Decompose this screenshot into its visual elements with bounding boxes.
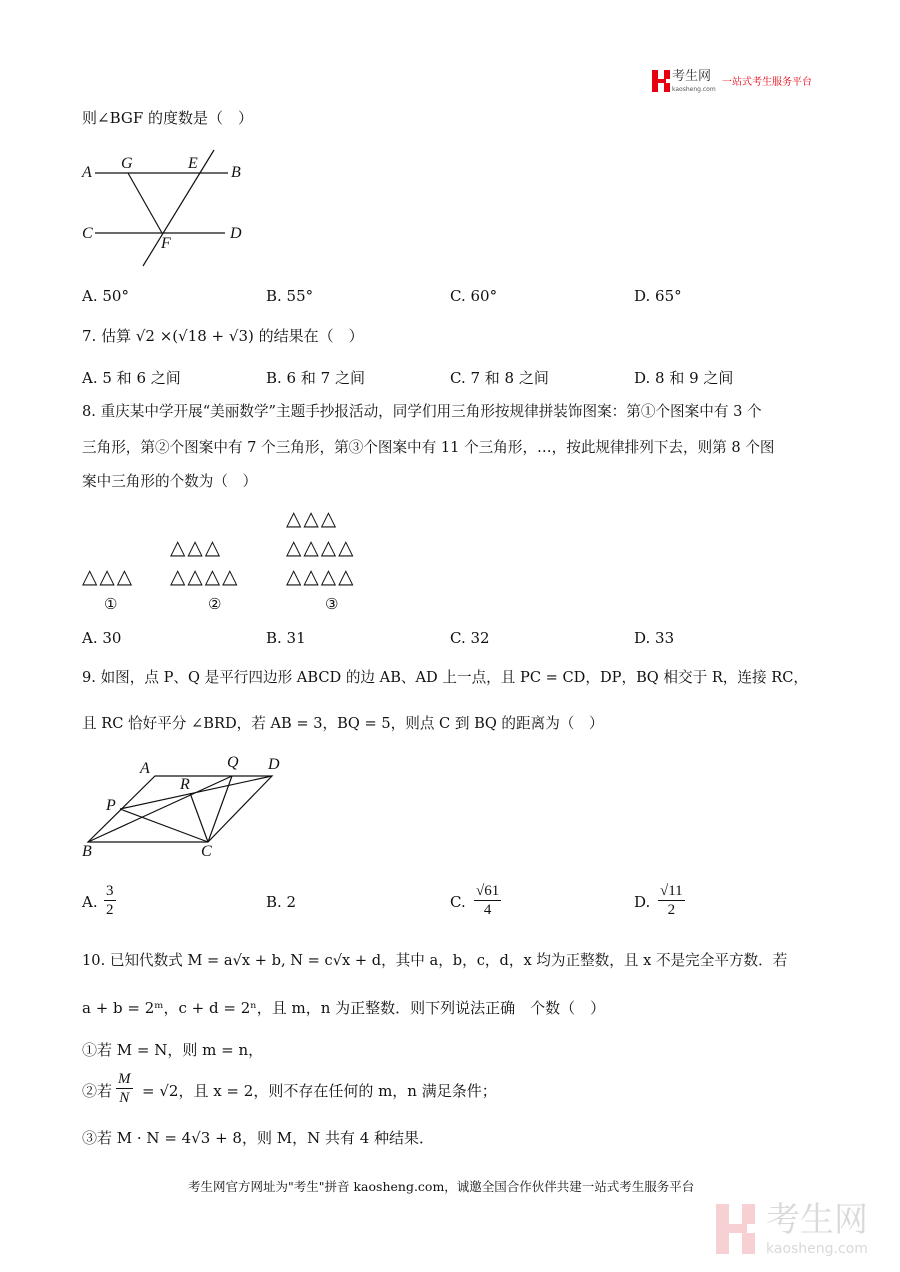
q9-label-b: B xyxy=(82,843,92,860)
q6-stem: 则∠BGF 的度数是（ ） xyxy=(82,109,254,127)
q8-pattern-3-row: △△△ xyxy=(286,506,339,530)
q10-item-3: ③若 M · N = 4√3 + 8，则 M，N 共有 4 种结果． xyxy=(82,1129,435,1147)
q9-option-b: B. 2 xyxy=(266,893,297,911)
q10-item-2-prefix: ②若 xyxy=(82,1082,113,1100)
q9-line-1: 9. 如图，点 P、Q 是平行四边形 ABCD 的边 AB、AD 上一点，且 PC = CD，DP，BQ 相交于 R，连接 RC， xyxy=(82,669,808,686)
q8-pattern-1-label: ① xyxy=(104,595,118,613)
logo-subtext: kaosheng.com xyxy=(672,86,716,93)
q10-item-2-text: = √2，且 x = 2，则不存在任何的 m，n 满足条件； xyxy=(142,1082,497,1100)
watermark-text: 考生网 xyxy=(766,1200,868,1240)
q8-pattern-3-row: △△△△ xyxy=(286,535,356,559)
q8-pattern-2-row: △△△△ xyxy=(170,564,240,588)
q9-label-a: A xyxy=(140,760,150,777)
q9-option-c-fraction: $\frac{√61}{4}$ xyxy=(476,883,500,918)
q6-label-c: C xyxy=(82,225,93,242)
q8-pattern-2-row: △△△ xyxy=(170,535,223,559)
q7-option-c: C. 7 和 8 之间 xyxy=(450,369,549,387)
q8-line-3: 案中三角形的个数为（ ） xyxy=(82,473,258,490)
q8-pattern-3-label: ③ xyxy=(325,595,339,613)
q10-item-2-fraction: $\frac{M}{N}$ xyxy=(118,1071,131,1106)
q8-pattern-3-row: △△△△ xyxy=(286,564,356,588)
q9-option-c-prefix: C. xyxy=(450,893,466,911)
q6-option-b: B. 55° xyxy=(266,287,314,305)
footer-watermark-logo xyxy=(716,1200,896,1260)
q7-option-d: D. 8 和 9 之间 xyxy=(634,369,734,387)
q9-label-r: R xyxy=(180,776,190,793)
q7-stem: 7. 估算 √2 ×(√18 + √3) 的结果在（ ） xyxy=(82,327,364,345)
q10-line-1: 10. 已知代数式 M = a√x + b, N = c√x + d，其中 a，b，c，d，x 均为正整数，且 x 不是完全平方数．若 xyxy=(82,952,788,969)
q8-option-c: C. 32 xyxy=(450,629,490,647)
q8-pattern-2-label: ② xyxy=(208,595,222,613)
q9-option-d-fraction: $\frac{√11}{2}$ xyxy=(660,883,683,918)
q6-label-f: F xyxy=(161,235,171,252)
q6-option-a: A. 50° xyxy=(82,287,129,305)
q6-label-a: A xyxy=(82,164,92,181)
kaosheng-logo-icon xyxy=(652,70,670,92)
footer-text: 考生网官方网址为"考生"拼音 kaosheng.com，诚邀全国合作伙伴共建一站式考生服务平台 xyxy=(188,1179,695,1194)
q6-label-e: E xyxy=(188,155,198,172)
q8-pattern-1-row: △△△ xyxy=(82,564,135,588)
q6-label-b: B xyxy=(231,164,241,181)
q9-label-c: C xyxy=(201,843,212,860)
q7-option-a: A. 5 和 6 之间 xyxy=(82,369,181,387)
q8-line-1: 8. 重庆某中学开展“美丽数学”主题手抄报活动，同学们用三角形按规律拼装饰图案：第①个图案中有 3 个 xyxy=(82,403,762,420)
q6-option-c: C. 60° xyxy=(450,287,498,305)
q10-item-1: ①若 M = N，则 m = n， xyxy=(82,1041,264,1059)
q9-label-q: Q xyxy=(227,754,239,771)
q9-line-2: 且 RC 恰好平分 ∠BRD，若 AB = 3，BQ = 5，则点 C 到 BQ 的距离为（ ） xyxy=(82,715,604,732)
q8-line-2: 三角形，第②个图案中有 7 个三角形，第③个图案中有 11 个三角形，…，按此规律排列下去，则第 8 个图 xyxy=(82,439,775,456)
q8-option-d: D. 33 xyxy=(634,629,675,647)
watermark-logo-icon xyxy=(716,1204,756,1254)
header-logo xyxy=(652,70,832,96)
q9-figure xyxy=(0,0,300,100)
q9-option-a-prefix: A. xyxy=(82,893,98,911)
q7-option-b: B. 6 和 7 之间 xyxy=(266,369,365,387)
q6-option-d: D. 65° xyxy=(634,287,682,305)
q9-label-p: P xyxy=(106,797,116,814)
logo-text: 考生网 xyxy=(672,69,712,84)
q9-label-d: D xyxy=(268,756,280,773)
q9-option-a-fraction: $\frac{3}{2}$ xyxy=(106,883,114,918)
q6-label-d: D xyxy=(230,225,242,242)
q10-line-2: a + b = 2ᵐ，c + d = 2ⁿ，且 m，n 为正整数．则下列说法正确 个数（ ） xyxy=(82,999,606,1017)
q9-option-d-prefix: D. xyxy=(634,893,651,911)
q8-option-a: A. 30 xyxy=(82,629,122,647)
q8-option-b: B. 31 xyxy=(266,629,306,647)
header-slogan: 一站式考生服务平台 xyxy=(722,77,812,88)
watermark-subtext: kaosheng.com xyxy=(766,1241,868,1257)
q6-label-g: G xyxy=(121,155,133,172)
